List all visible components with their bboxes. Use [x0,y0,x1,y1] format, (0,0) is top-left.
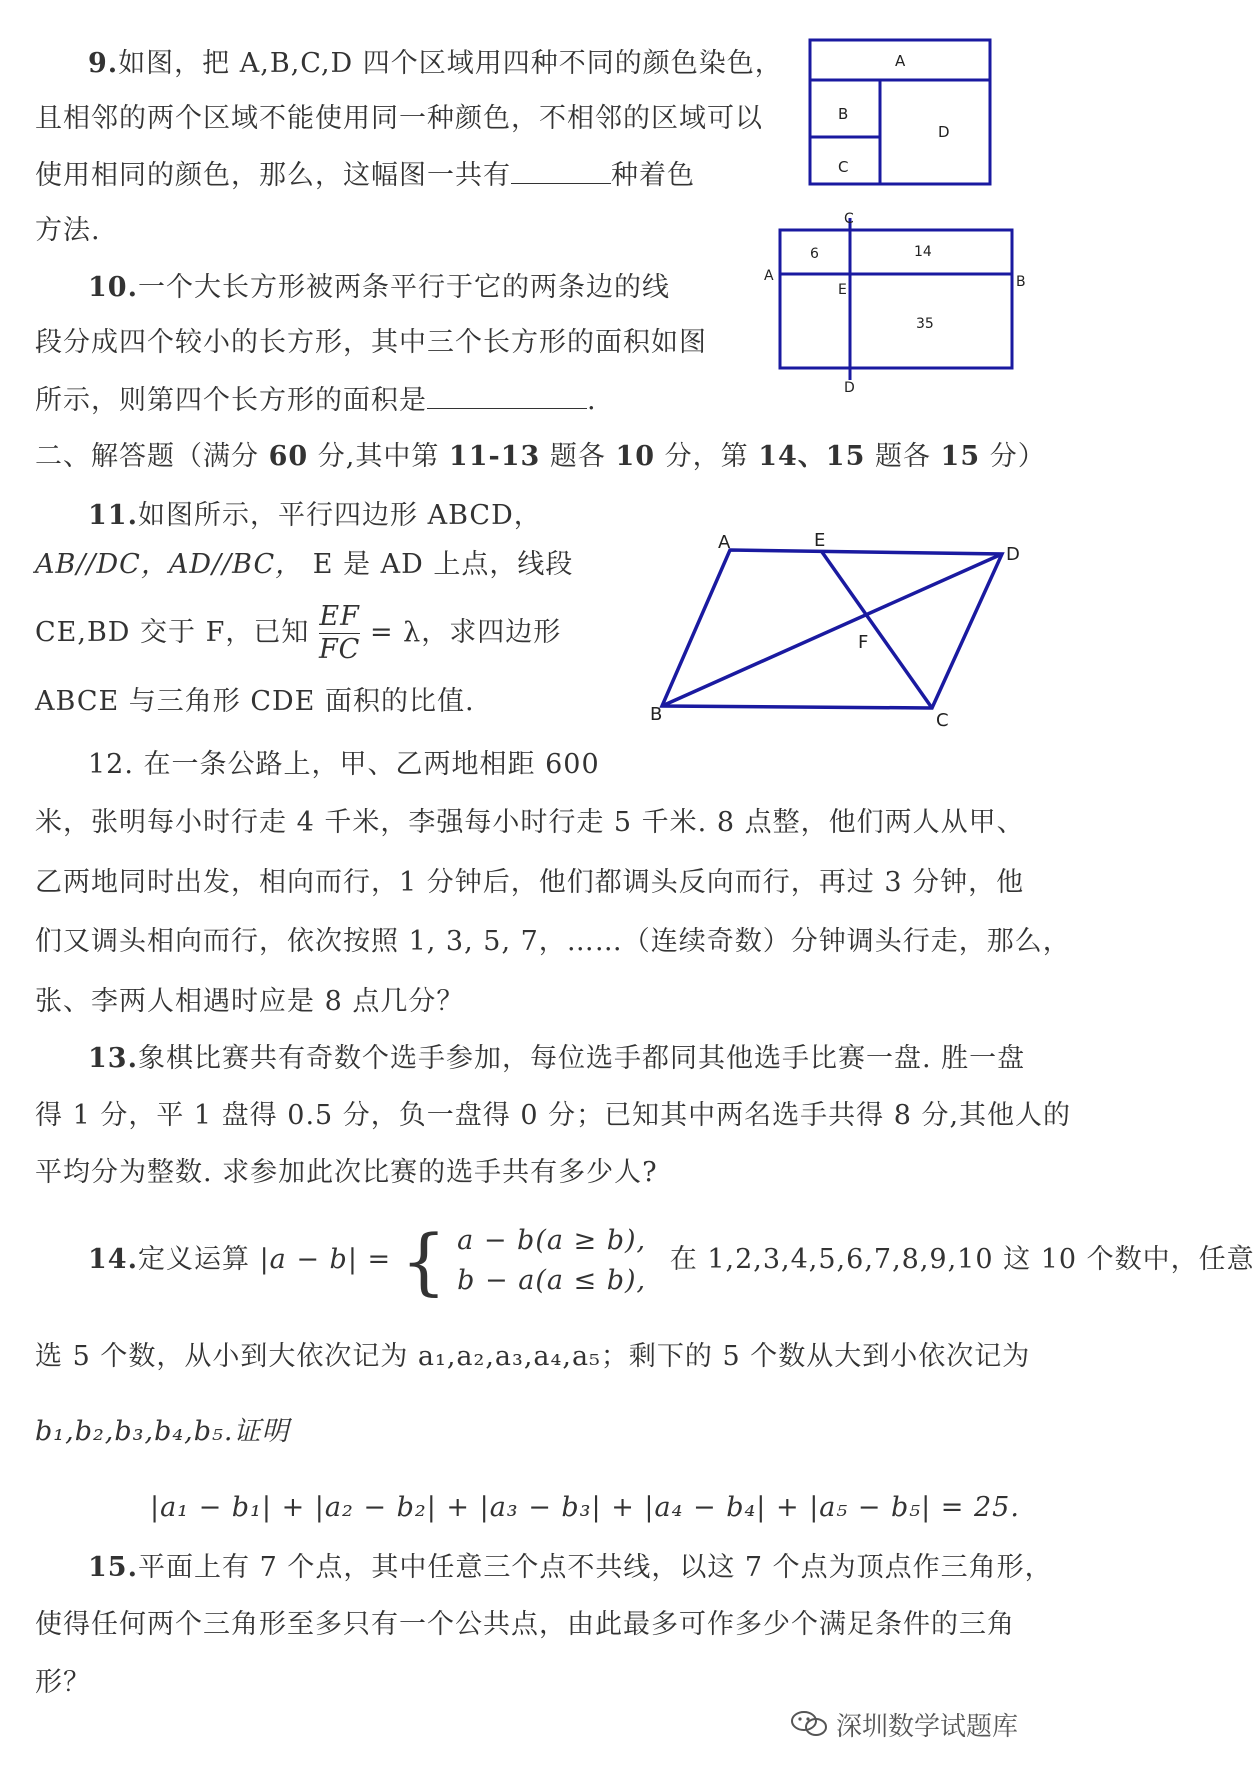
q10-label-e: E [838,282,847,298]
q10-label-a: A [764,268,774,284]
q14-cases: a − b(a ≥ b), b − a(a ≤ b), [457,1224,647,1296]
q10-number: 10. [88,272,138,303]
q12-line-5: 张、李两人相遇时应是 8 点几分？ [35,986,465,1017]
q12-line-4: 们又调头相向而行，依次按照 1, 3, 5, 7，……（连续奇数）分钟调头行走，那么， [35,926,1071,957]
q13-number: 13. [88,1043,138,1074]
q14-line-2: 选 5 个数，从小到大依次记为 a₁,a₂,a₃,a₄,a₅；剩下的 5 个数从大到小依次记为 [35,1341,1031,1372]
q11-figure [650,530,1030,730]
q10-answer-blank [427,380,587,409]
section2-heading: 二、解答题（满分 60 分,其中第 11-13 题各 10 分，第 14、15 题各 15 分） [35,441,1046,472]
q11-label-d: D [1006,544,1020,565]
q9-number: 9. [88,48,119,79]
q10-area-6: 6 [810,246,819,262]
q13-line-3: 平均分为整数. 求参加此次比赛的选手共有多少人? [35,1157,658,1188]
q11-number: 11. [88,500,138,531]
q9-label-d: D [938,123,950,141]
q14-formula: |a₁ − b₁| + |a₂ − b₂| + |a₃ − b₃| + |a₄ − b₄| + |a₅ − b₅| = 25. [150,1492,1020,1523]
q9-figure [808,38,994,188]
q9-line-4: 方法. [35,215,101,246]
q9-label-b: B [838,105,849,123]
q9-line-2: 且相邻的两个区域不能使用同一种颜色，不相邻的区域可以 [35,103,763,134]
q12-line-2: 米，张明每小时行走 4 千米，李强每小时行走 5 千米. 8 点整，他们两人从甲、 [35,807,1025,838]
q9-label-c: C [838,158,849,176]
wechat-icon [790,1709,828,1746]
q11-label-c: C [936,710,949,731]
q11-label-a: A [718,532,731,553]
q10-area-14: 14 [914,244,932,260]
q15-line-1: 15.平面上有 7 个点，其中任意三个点不共线，以这 7 个点为顶点作三角形， [88,1552,1053,1583]
q11-label-f: F [858,632,869,653]
q12-line-3: 乙两地同时出发，相向而行，1 分钟后，他们都调头反向而行，再过 3 分钟，他 [35,867,1025,898]
q13-line-2: 得 1 分，平 1 盘得 0.5 分，负一盘得 0 分；已知其中两名选手共得 8 分,其他人的 [35,1100,1072,1131]
q10-figure [760,208,1030,398]
q11-label-e: E [814,530,826,551]
q10-label-c: C [844,211,854,227]
q10-area-35: 35 [916,316,934,332]
q9-line-3: 使用相同的颜色，那么，这幅图一共有 种着色 [35,155,695,196]
q10-label-b: B [1016,274,1026,290]
q9-line-1: 9.如图，把 A,B,C,D 四个区域用四种不同的颜色染色， [88,48,783,79]
q14-number: 14. [88,1244,138,1275]
q10-line-1: 10.一个大长方形被两条平行于它的两条边的线 [88,272,670,303]
q11-label-b: B [650,704,663,725]
watermark [790,1706,1018,1746]
q11-line-1: 11.如图所示，平行四边形 ABCD， [88,500,542,531]
q14-line-1: 14.定义运算 |a − b| = { a − b(a ≥ b), b − a(a ≤ b), 在 1,2,3,4,5,6,7,8,9,10 这 10 个数中，任意 [88,1218,1255,1303]
q11-line-3: CE,BD 交于 F，已知 $\frac{EF}{FC}$ = λ，求四边形 [35,601,562,665]
q14-brace: { [400,1218,448,1303]
q15-line-2: 使得任何两个三角形至多只有一个公共点，由此最多可作多少个满足条件的三角 [35,1609,1015,1640]
q14-line-3: b₁,b₂,b₃,b₄,b₅.证明 [35,1416,290,1447]
q11-fraction: $\frac{EF}{FC}$ [318,601,361,665]
q11-line-4: ABCE 与三角形 CDE 面积的比值. [35,686,475,717]
q9-label-a: A [895,52,906,70]
q10-label-d: D [844,380,855,396]
q9-answer-blank [511,155,611,184]
q11-line-2: AB//DC，AD//BC， E 是 AD 上点，线段 [35,549,574,580]
watermark-text: 深圳数学试题库 [836,1712,1019,1742]
q15-number: 15. [88,1552,138,1583]
q10-line-2: 段分成四个较小的长方形，其中三个长方形的面积如图 [35,327,707,358]
q10-line-3: 所示，则第四个长方形的面积是 . [35,380,597,421]
q13-line-1: 13.象棋比赛共有奇数个选手参加，每位选手都同其他选手比赛一盘. 胜一盘 [88,1043,1026,1074]
q12-line-1: 12. 在一条公路上，甲、乙两地相距 600 [88,749,600,780]
q15-line-3: 形？ [35,1667,91,1698]
